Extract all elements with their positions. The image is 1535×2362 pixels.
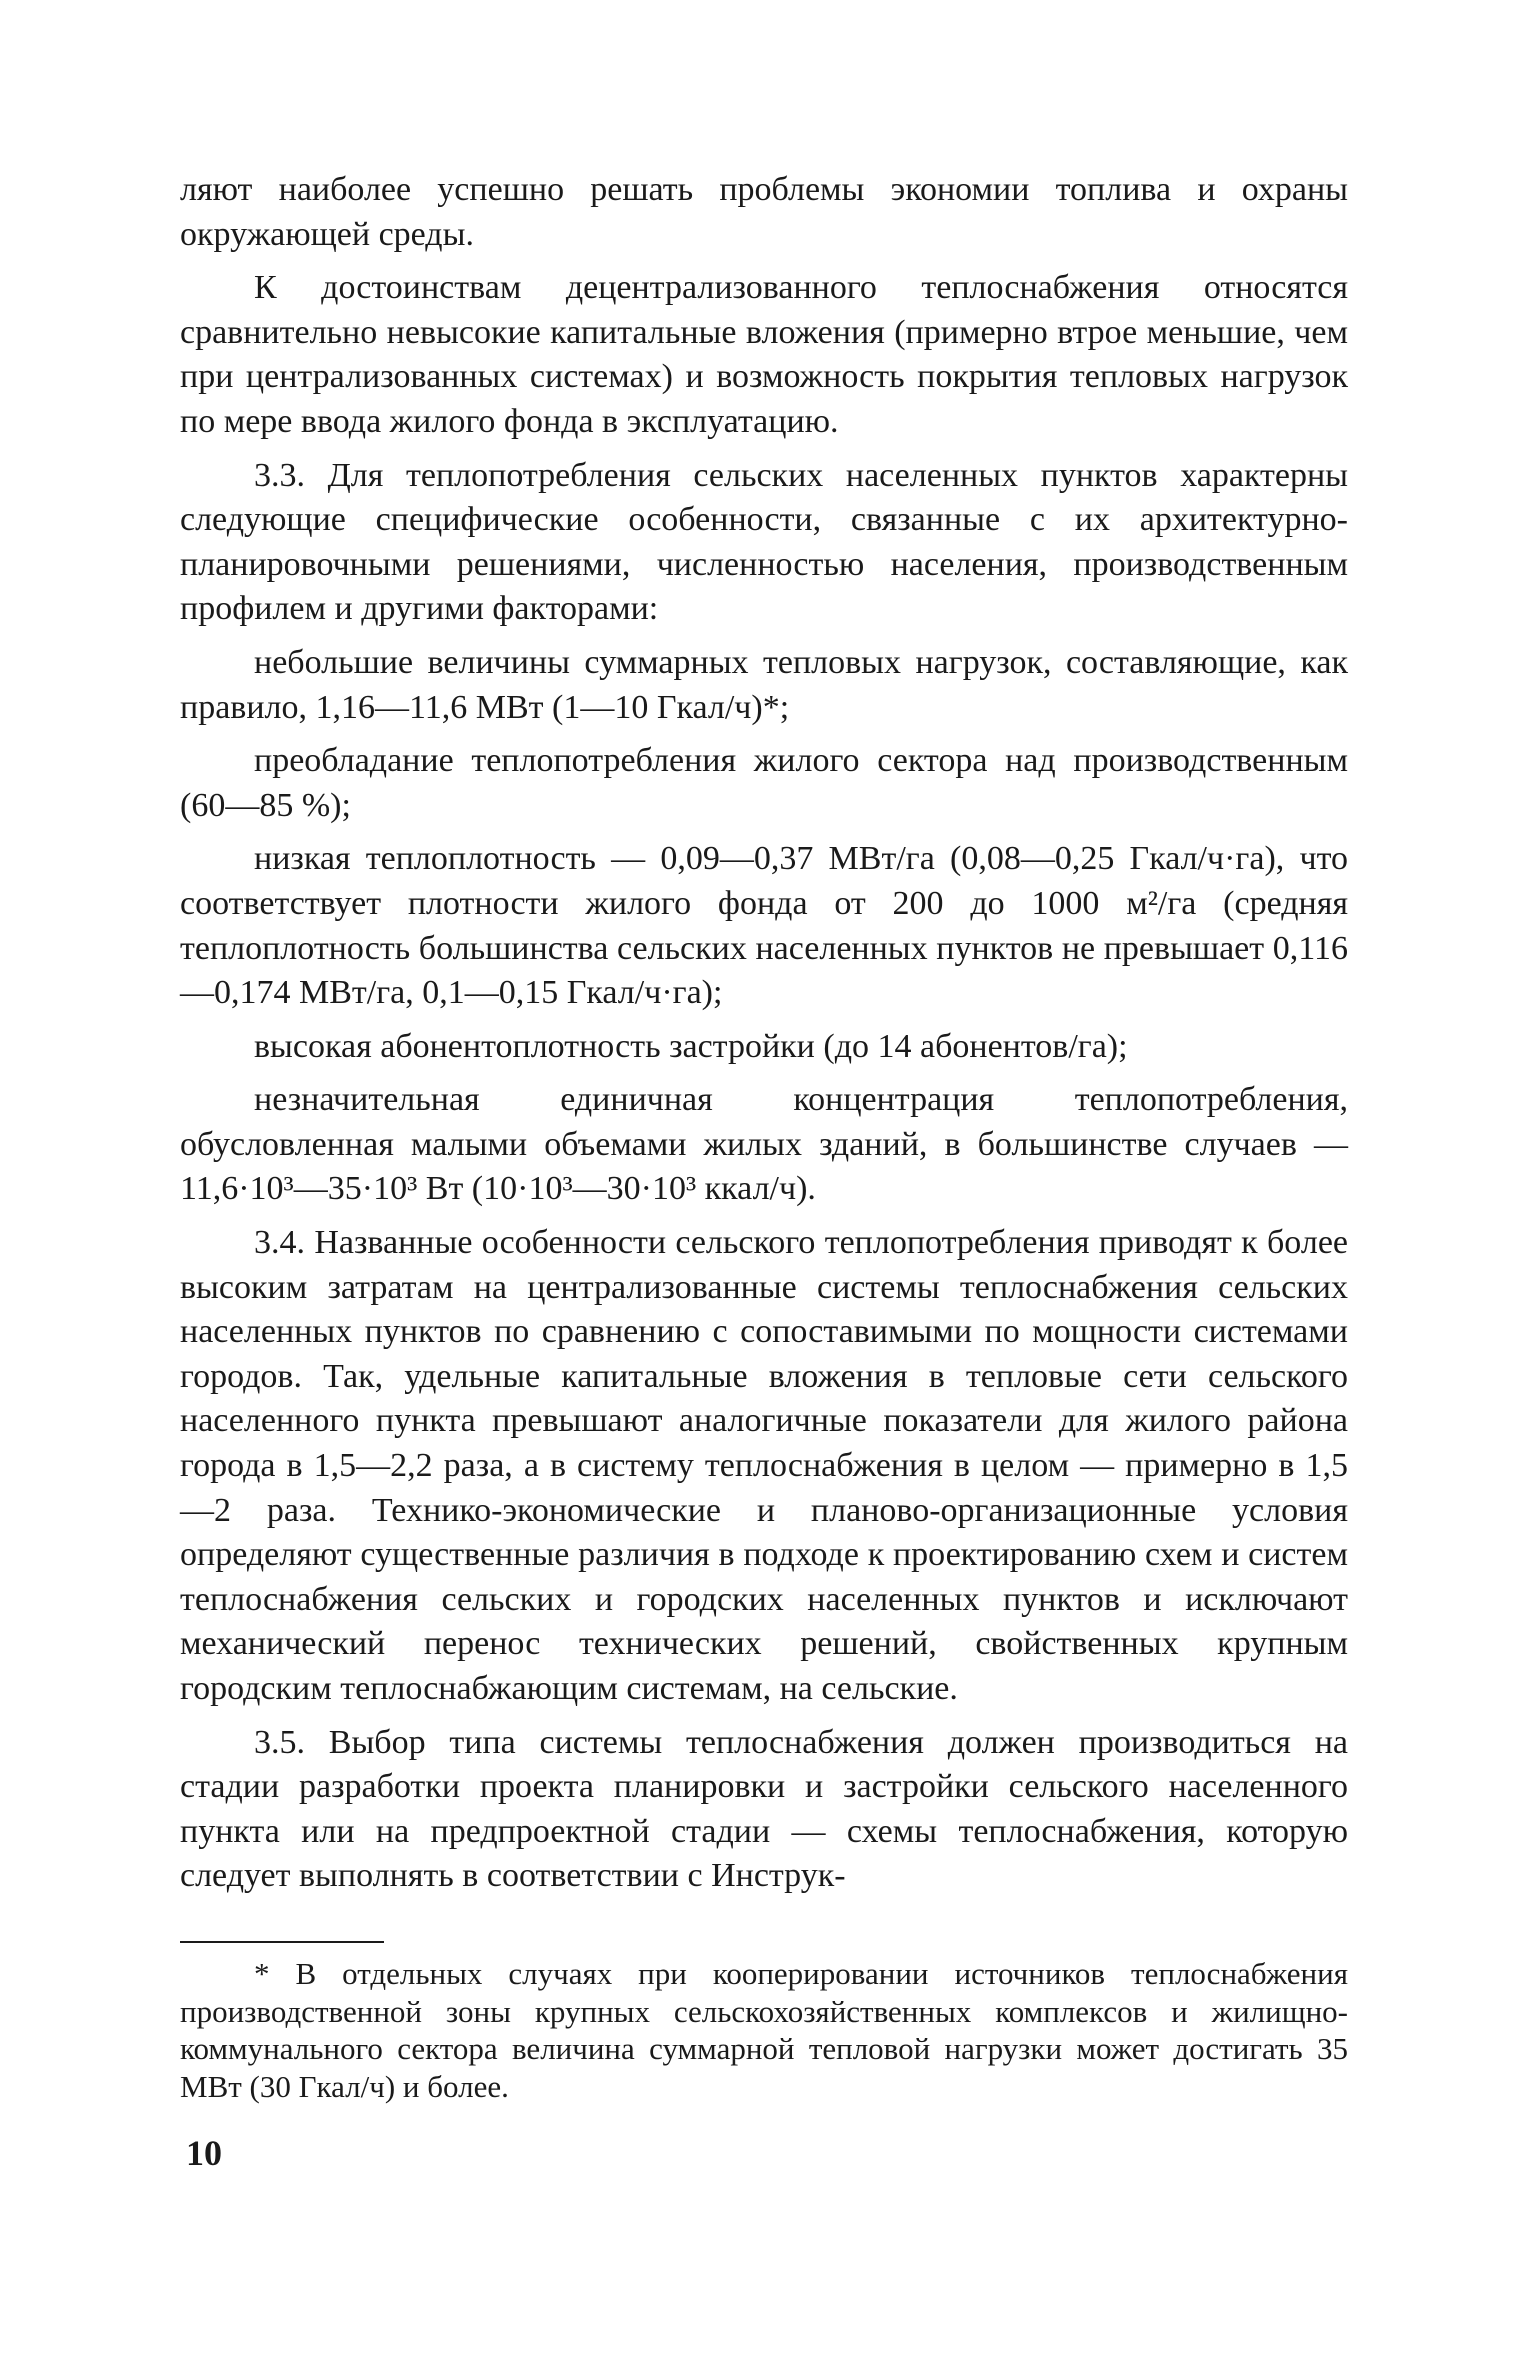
footnote: * В отдельных случаях при кооперировании источников теплоснабжения производственной зоны крупных сельскохозяйственных комплексов и жилищно-коммунального сектора величина суммарной тепловой нагрузки может достигать 35 МВт (30 Гкал/ч) и более. <box>180 1956 1348 2104</box>
list-item-subscriber-density: высокая абонентоплотность застройки (до 14 абонентов/га); <box>254 1027 1128 1065</box>
paragraph-continued: ляют наиболее успешно решать проблемы экономии топлива и охраны окружающей среды. <box>180 171 1348 253</box>
paragraph-3-4: 3.4. Названные особенности сельского теплопотребления приводят к более высоким затратам на централизованные системы теплоснабжения сельских населенных пунктов по сравнению с сопоставимыми по мощности системами городов. Так, удельные капитальные вложения в тепловые сети сельского населенного пункта превышают аналогичные показатели для жилого района города в 1,5—2,2 раза, а в систему теплоснабжения в целом — примерно в 1,5—2 раза. Технико-экономические и планово-организационные условия определяют существенные различия в подходе к проектированию схем и систем теплоснабжения сельских и городских населенных пунктов и исключают механический перенос технических решений, свойственных крупным городским теплоснабжающим системам, на сельские. <box>180 1224 1348 1707</box>
paragraph-decentralized-advantages: К достоинствам децентрализованного теплоснабжения относятся сравнительно невысокие капитальные вложения (примерно втрое меньшие, чем при централизованных системах) и возможность покрытия тепловых нагрузок по мере ввода жилого фонда в эксплуатацию. <box>180 269 1348 440</box>
paragraph-3-5: 3.5. Выбор типа системы теплоснабжения должен производиться на стадии разработки проекта планировки и застройки сельского населенного пункта или на предпроектной стадии — схемы теплоснабжения, которую следует выполнять в соответствии с Инструк- <box>180 1723 1348 1895</box>
list-item-residential-predominance: преобладание теплопотребления жилого сектора над производственным (60—85 %); <box>180 742 1348 824</box>
list-item-low-heat-density: низкая теплоплотность — 0,09—0,37 МВт/га (0,08—0,25 Гкал/ч·га), что соответствует плотности жилого фонда от 200 до 1000 м²/га (средняя теплоплотность большинства сельских населенных пунктов не превышает 0,116—0,174 МВт/га, 0,1—0,15 Гкал/ч·га); <box>180 840 1348 1012</box>
page-number: 10 <box>186 2133 222 2173</box>
list-item-small-loads: небольшие величины суммарных тепловых нагрузок, составляющие, как правило, 1,16—11,6 МВт (1—10 Гкал/ч)*; <box>180 643 1348 726</box>
list-item-unit-concentration: незначительная единичная концентрация теплопотребления, обусловленная малыми объемами жилых зданий, в большинстве случаев — 11,6·10³—35·10³ Вт (10·10³—30·10³ ккал/ч). <box>180 1081 1348 1208</box>
paragraph-3-3: 3.3. Для теплопотребления сельских населенных пунктов характерны следующие специфические особенности, связанные с их архитектурно-планировочными решениями, численностью населения, производственным профилем и другими факторами: <box>180 456 1348 628</box>
page-body <box>180 168 1348 1908</box>
footnote-divider <box>180 1941 384 1943</box>
